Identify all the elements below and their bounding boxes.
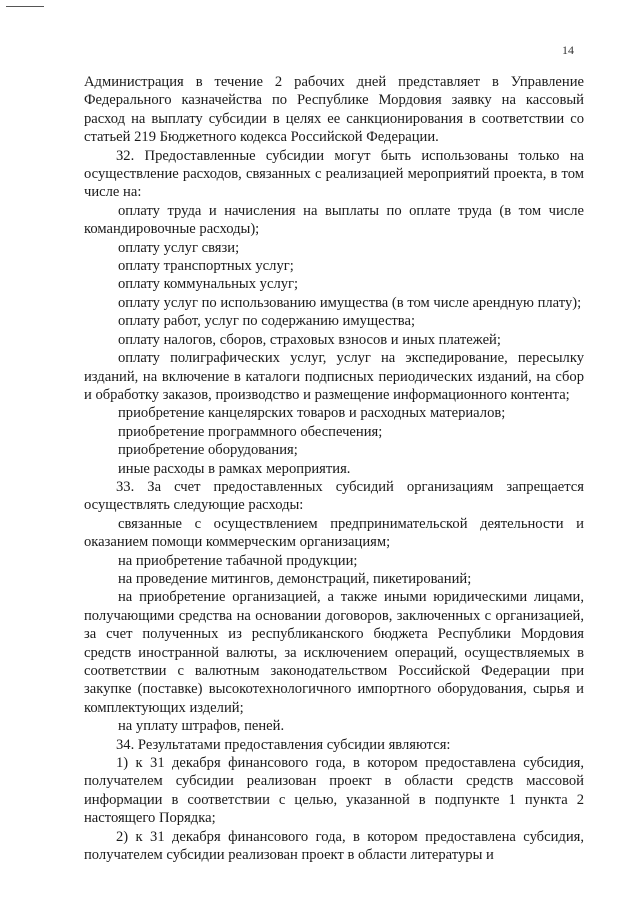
paragraph: оплату налогов, сборов, страховых взносов и иных платежей; [118, 331, 501, 348]
paragraph: оплату полиграфических услуг, услуг на экспедирование, пересылку изданий, на включение в каталоги подписных периодических изданий, на сбор и обработку заказов, производство и размещение информационного контента; [84, 350, 584, 403]
scan-corner-mark [6, 6, 44, 7]
paragraph: приобретение оборудования; [118, 442, 298, 459]
document-body [84, 73, 584, 864]
paragraph: иные расходы в рамках мероприятия. [118, 460, 351, 477]
paragraph: оплату услуг по использованию имущества (в том числе арендную плату); [118, 294, 582, 311]
paragraph: оплату коммунальных услуг; [118, 276, 299, 293]
paragraph: 34. Результатами предоставления субсидии являются: [116, 736, 451, 753]
paragraph: на приобретение организацией, а также иными юридическими лицами, получающими средства на основании договоров, заключенных с организацией, за счет полученных из республиканского бюджета Республики Мордовия средств иностранной валюты, за исключением операций, осуществляемых в соответствии с валютным законодательством Российской Федерации при закупке (поставке) высокотехнологичного импортного оборудования, сырья и комплектующих изделий; [84, 589, 584, 716]
paragraph: связанные с осуществлением предпринимательской деятельности и оказанием помощи коммерческим организациям; [84, 515, 584, 551]
paragraph: на проведение митингов, демонстраций, пикетирований; [118, 570, 472, 587]
paragraph: 2) к 31 декабря финансового года, в котором предоставлена субсидия, получателем субсидии реализован проект в области литературы и [84, 828, 584, 864]
paragraph: на уплату штрафов, пеней. [118, 718, 285, 735]
paragraph: Администрация в течение 2 рабочих дней представляет в Управление Федерального казначейства по Республике Мордовия заявку на кассовый расход на выплату субсидии в целях ее санкционирования в соответствии со статьей 219 Бюджетного кодекса Российской Федерации. [84, 74, 584, 146]
paragraph: приобретение программного обеспечения; [118, 423, 383, 440]
paragraph: 32. Предоставленные субсидии могут быть использованы только на осуществление расходов, связанных с реализацией мероприятий проекта, в том числе на: [84, 147, 584, 201]
paragraph: оплату труда и начисления на выплаты по оплате труда (в том числе командировочные расходы); [84, 202, 584, 238]
paragraph: 1) к 31 декабря финансового года, в котором предоставлена субсидия, получателем субсидии реализован проект в области средств массовой информации в соответствии с целью, указанной в подпункте 1 пункта 2 настоящего Порядка; [84, 755, 584, 827]
paragraph: 33. За счет предоставленных субсидий организациям запрещается осуществлять следующие расходы: [84, 478, 584, 514]
paragraph: оплату услуг связи; [118, 239, 240, 256]
page-number: 14 [562, 43, 574, 57]
paragraph: на приобретение табачной продукции; [118, 552, 358, 569]
paragraph: приобретение канцелярских товаров и расходных материалов; [118, 405, 506, 422]
paragraph: оплату транспортных услуг; [118, 258, 294, 275]
paragraph: оплату работ, услуг по содержанию имущества; [118, 313, 416, 330]
